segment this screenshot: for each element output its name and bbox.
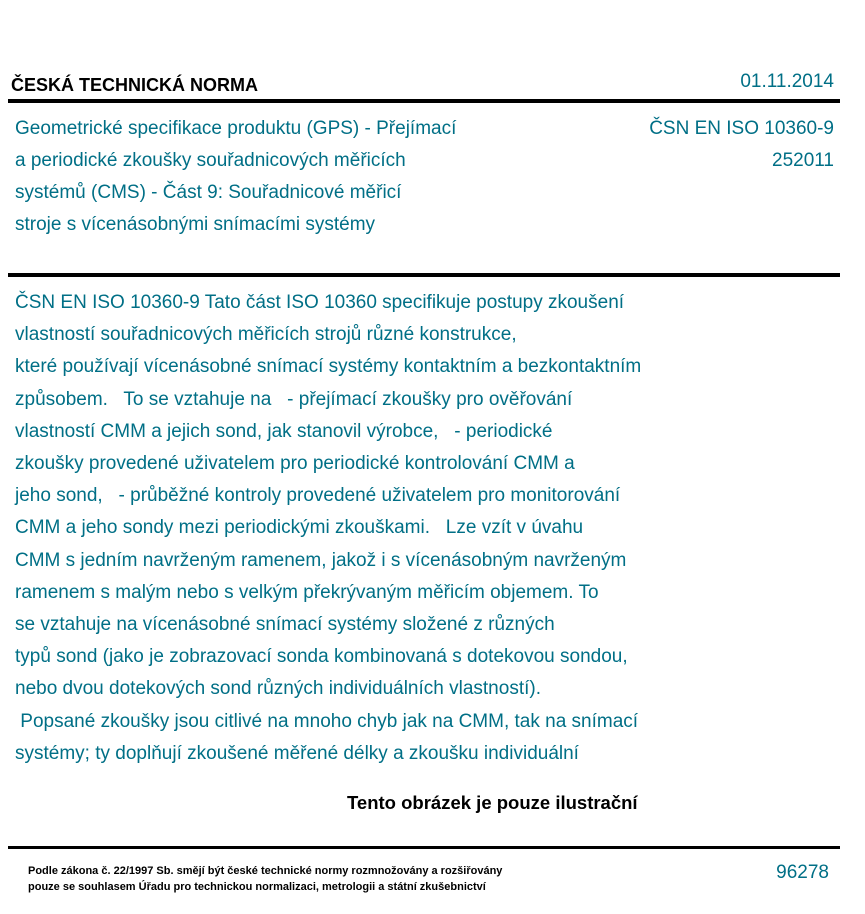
document-type-heading: ČESKÁ TECHNICKÁ NORMA bbox=[11, 75, 258, 95]
abstract-line: Popsané zkoušky jsou citlivé na mnoho chyb jak na CMM, tak na snímací bbox=[15, 710, 639, 732]
title-line: stroje s vícenásobnými snímacími systémy bbox=[15, 214, 376, 235]
abstract-line: jeho sond, - průběžné kontroly provedené uživatelem pro monitorování bbox=[15, 485, 621, 507]
norm-identifier bbox=[649, 113, 834, 177]
title-line: a periodické zkoušky souřadnicových měřicích bbox=[15, 150, 406, 171]
title-divider bbox=[8, 273, 840, 277]
norm-class-number: 252011 bbox=[772, 150, 834, 171]
abstract-line: vlastností souřadnicových měřicích strojů různé konstrukce, bbox=[15, 324, 517, 346]
legal-notice bbox=[28, 863, 502, 895]
publication-date: 01.11.2014 bbox=[740, 71, 834, 92]
abstract-line: nebo dvou dotekových sond různých individuálních vlastností). bbox=[15, 678, 541, 700]
standard-title bbox=[15, 113, 575, 241]
abstract-line: CMM a jeho sondy mezi periodickými zkouškami. Lze vzít v úvahu bbox=[15, 517, 584, 539]
title-line: Geometrické specifikace produktu (GPS) - Přejímací bbox=[15, 118, 457, 139]
title-line: systémů (CMS) - Část 9: Souřadnicové měřicí bbox=[15, 182, 402, 203]
document-number: 96278 bbox=[776, 862, 829, 883]
legal-line: Podle zákona č. 22/1997 Sb. smějí být české technické normy rozmnožovány a rozšiřovány bbox=[28, 865, 503, 877]
abstract-text bbox=[15, 287, 755, 770]
norm-code: ČSN EN ISO 10360-9 bbox=[649, 118, 834, 139]
legal-line: pouze se souhlasem Úřadu pro technickou normalizaci, metrologii a státní zkušebnictví bbox=[28, 881, 486, 893]
abstract-line: zkoušky provedené uživatelem pro periodické kontrolování CMM a bbox=[15, 453, 575, 475]
illustration-note: Tento obrázek je pouze ilustrační bbox=[347, 792, 638, 813]
footer-divider bbox=[8, 846, 840, 849]
header-divider bbox=[8, 99, 840, 103]
abstract-line: ramenem s malým nebo s velkým překrývaným měřicím objemem. To bbox=[15, 581, 599, 603]
abstract-line: vlastností CMM a jejich sond, jak stanovil výrobce, - periodické bbox=[15, 420, 553, 442]
abstract-line: ČSN EN ISO 10360-9 Tato část ISO 10360 specifikuje postupy zkoušení bbox=[15, 292, 625, 313]
abstract-line: se vztahuje na vícenásobné snímací systémy složené z různých bbox=[15, 614, 555, 636]
abstract-line: způsobem. To se vztahuje na - přejímací zkoušky pro ověřování bbox=[15, 388, 573, 410]
abstract-line: systémy; ty doplňují zkoušené měřené délky a zkoušku individuální bbox=[15, 742, 579, 764]
abstract-line: které používají vícenásobné snímací systémy kontaktním a bezkontaktním bbox=[15, 356, 642, 378]
abstract-line: typů sond (jako je zobrazovací sonda kombinovaná s dotekovou sondou, bbox=[15, 646, 628, 668]
abstract-line: CMM s jedním navrženým ramenem, jakož i s vícenásobným navrženým bbox=[15, 549, 627, 571]
